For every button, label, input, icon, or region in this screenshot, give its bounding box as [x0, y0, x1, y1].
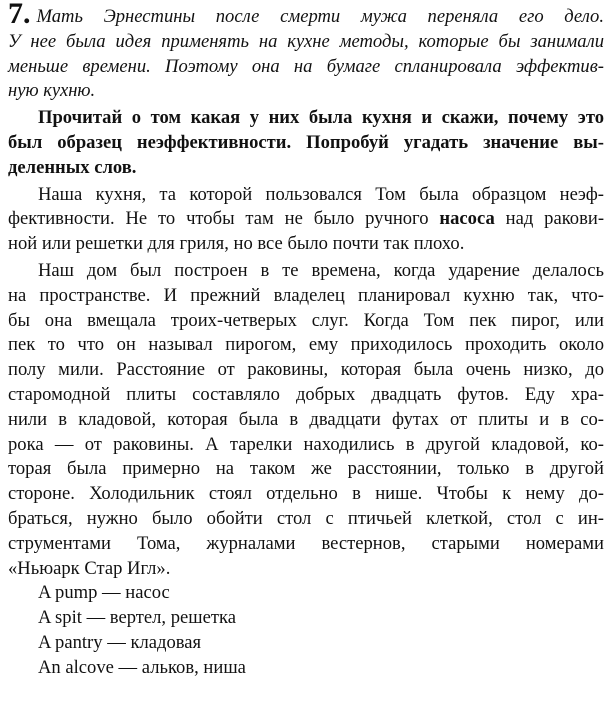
paragraph-line: бы она вмещала троих-четверых слуг. Когда Том пек пирог, или — [8, 309, 604, 331]
paragraph-line: стороне. Холодильник стоял отдельно в нише. Чтобы к нему до- — [8, 483, 604, 505]
paragraph-line: рока — от раковины. А тарелки находились в другой кладовой, ко- — [8, 433, 604, 455]
paragraph-line: торая была примерно на таком же расстоянии, только в другой — [8, 458, 604, 480]
highlighted-word: насоса — [439, 208, 495, 230]
exercise-page — [8, 2, 604, 681]
vocabulary-item: A spit — вертел, решетка — [38, 607, 236, 629]
paragraph-line: струментами Тома, журналами вестернов, старыми номерами — [8, 532, 604, 554]
intro-line: У нее была идея применять на кухне методы, которые бы занимали — [8, 30, 604, 52]
paragraph-line: Наш дом был построен в те времена, когда ударение делалось — [38, 259, 604, 281]
paragraph-line: «Ньюарк Стар Игл». — [8, 557, 171, 579]
exercise-number: 7. — [8, 0, 31, 30]
intro-line: ную кухню. — [8, 80, 96, 102]
paragraph-line: Наша кухня, та которой пользовался Том была образцом неэф- — [38, 183, 604, 205]
paragraph-line: фективности. Не то чтобы там не было ручного насоса над ракови- — [8, 208, 605, 230]
paragraph-line: старомодной плиты составляло добрых двадцать футов. Еду хра- — [8, 383, 604, 405]
intro-line: меньше времени. Поэтому она на бумаге спланировала эффектив- — [8, 55, 604, 77]
paragraph-line: на пространстве. И прежний владелец планировал кухню так, что- — [8, 284, 604, 306]
paragraph-line: полу мили. Расстояние от раковины, которая была очень низко, до — [8, 359, 604, 381]
task-line: был образец неэффективности. Попробуй угадать значение вы- — [8, 131, 604, 153]
exercise-task — [8, 106, 604, 180]
vocabulary-item: A pantry — кладовая — [38, 631, 202, 653]
text-paragraph-1 — [8, 183, 604, 257]
vocabulary-item: An alcove — альков, ниша — [38, 656, 246, 678]
task-line: Прочитай о том какая у них была кухня и скажи, почему это — [38, 107, 604, 129]
exercise-intro — [8, 2, 604, 104]
paragraph-line: пек то что он называл пирогом, ему приходилось проходить около — [8, 334, 604, 356]
vocabulary-item: A pump — насос — [38, 582, 170, 604]
vocabulary-list — [8, 581, 604, 680]
task-line: деленных слов. — [8, 156, 137, 178]
paragraph-line: нили в кладовой, которая была в двадцати футах от плиты и в со- — [8, 408, 604, 430]
paragraph-line: браться, нужно было обойти стол с птичьей клеткой, стол с ин- — [8, 507, 604, 529]
text-paragraph-2 — [8, 259, 604, 581]
intro-line: 7. Мать Эрнестины после смерти мужа переняла его дело. — [8, 2, 604, 30]
paragraph-line: ной или решетки для гриля, но все было почти так плохо. — [8, 233, 465, 255]
